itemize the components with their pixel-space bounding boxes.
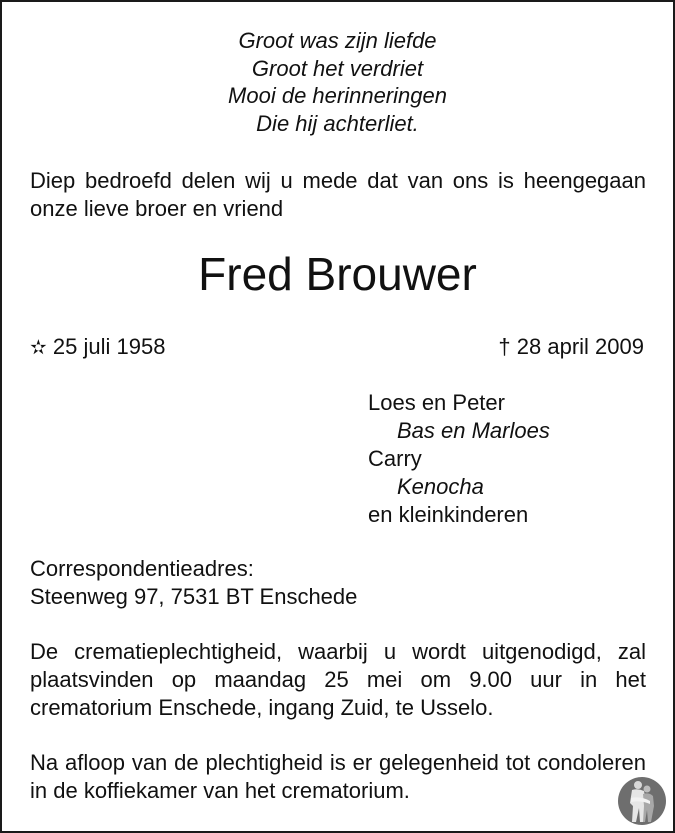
embracing-figures-logo-icon (617, 776, 667, 826)
star-icon: ✫ (30, 337, 47, 359)
death-date (498, 333, 644, 361)
intro-text: Diep bedroefd delen wij u mede dat van ons is heengegaan onze lieve broer en vriend (30, 168, 646, 221)
death-date-text: 28 april 2009 (516, 334, 644, 359)
deceased-name: Fred Brouwer (198, 248, 477, 300)
cross-icon: † (498, 334, 511, 359)
family-member: Carry (368, 446, 422, 471)
condolence-text: Na afloop van de plechtigheid is er gelegenheid tot condoleren in de koffiekamer van het crematorium. (30, 750, 646, 803)
birth-date (30, 333, 165, 362)
birth-date-text: 25 juli 1958 (52, 334, 166, 359)
correspondence-label: Correspondentieadres: (30, 556, 254, 581)
poem (2, 27, 673, 137)
family-member: Kenocha (397, 474, 484, 499)
cremation-text: De crematieplechtigheid, waarbij u wordt uitgenodigd, zal plaatsvinden op maandag 25 mei om 9.00 uur in het crematorium Enschede, ingang Zuid, te Usselo. (30, 639, 646, 720)
family-member: en kleinkinderen (368, 502, 529, 527)
poem-line: Die hij achterliet. (256, 110, 419, 136)
correspondence-address (30, 555, 357, 611)
correspondence-address-text: Steenweg 97, 7531 BT Enschede (30, 584, 358, 609)
family-member: Loes en Peter (368, 390, 505, 415)
poem-line: Mooi de herinneringen (228, 83, 447, 108)
family-list (368, 389, 550, 529)
poem-line: Groot was zijn liefde (238, 28, 437, 53)
family-member: Bas en Marloes (397, 418, 550, 443)
poem-line: Groot het verdriet (251, 55, 424, 81)
